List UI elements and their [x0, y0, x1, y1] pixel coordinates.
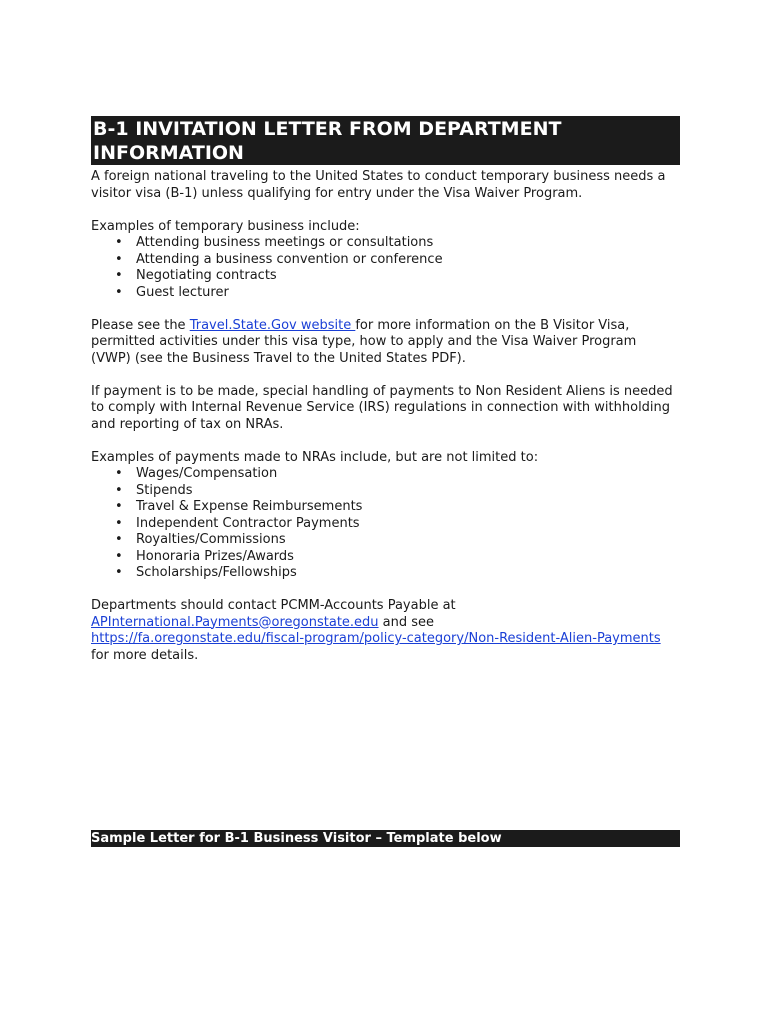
list-item: • Scholarships/Fellowships [136, 565, 680, 582]
contact-paragraph [91, 598, 680, 664]
sample-letter-heading: Sample Letter for B-1 Business Visitor – Template below [91, 830, 680, 847]
list-item: • Guest lecturer [136, 285, 680, 302]
travel-state-gov-link[interactable]: Travel.State.Gov website [189, 317, 356, 333]
list-item: • Royalties/Commissions [136, 532, 680, 549]
payment-paragraph: If payment is to be made, special handling of payments to Non Resident Aliens is needed to comply with Internal Revenue Service (IRS) regulations in connection with withholding and reporting of tax on NRAs. [91, 383, 673, 432]
contact-prefix: Departments should contact PCMM-Accounts Payable at [91, 598, 456, 613]
list-item: • Independent Contractor Payments [136, 516, 680, 533]
policy-url-link[interactable]: https://fa.oregonstate.edu/fiscal-program/policy-category/Non-Resident-Alien-Payments [91, 631, 661, 646]
contact-suffix: for more details. [91, 647, 199, 663]
examples-list [91, 235, 680, 301]
list-item: • Honoraria Prizes/Awards [136, 549, 680, 566]
list-item: • Travel & Expense Reimbursements [136, 499, 680, 516]
intro-paragraph: A foreign national traveling to the United States to conduct temporary business needs a visitor visa (B-1) unless qualifying for entry under the Visa Waiver Program. [91, 169, 666, 201]
page-title [91, 116, 680, 165]
title-line-1: B-1 INVITATION LETTER FROM DEPARTMENT [93, 118, 562, 140]
examples-heading: Examples of temporary business include: [91, 218, 360, 234]
list-item: • Attending a business convention or conference [136, 252, 680, 269]
contact-middle: and see [378, 614, 435, 630]
document-body [91, 116, 680, 664]
payments-heading: Examples of payments made to NRAs include, but are not limited to: [91, 449, 539, 465]
title-line-2: INFORMATION [93, 142, 244, 164]
email-link[interactable]: APInternational.Payments@oregonstate.edu [91, 614, 379, 630]
payments-list [91, 466, 680, 582]
list-item: • Stipends [136, 483, 680, 500]
list-item: • Wages/Compensation [136, 466, 680, 483]
list-item: • Negotiating contracts [136, 268, 680, 285]
list-item: • Attending business meetings or consultations [136, 235, 680, 252]
see-paragraph [91, 318, 680, 368]
see-prefix: Please see the [91, 317, 190, 333]
see-suffix: for more information on the B Visitor Visa, permitted activities under this visa type, how to apply and the Visa Waiver Program (VWP) (see the Business Travel to the United States PDF). [91, 317, 637, 366]
